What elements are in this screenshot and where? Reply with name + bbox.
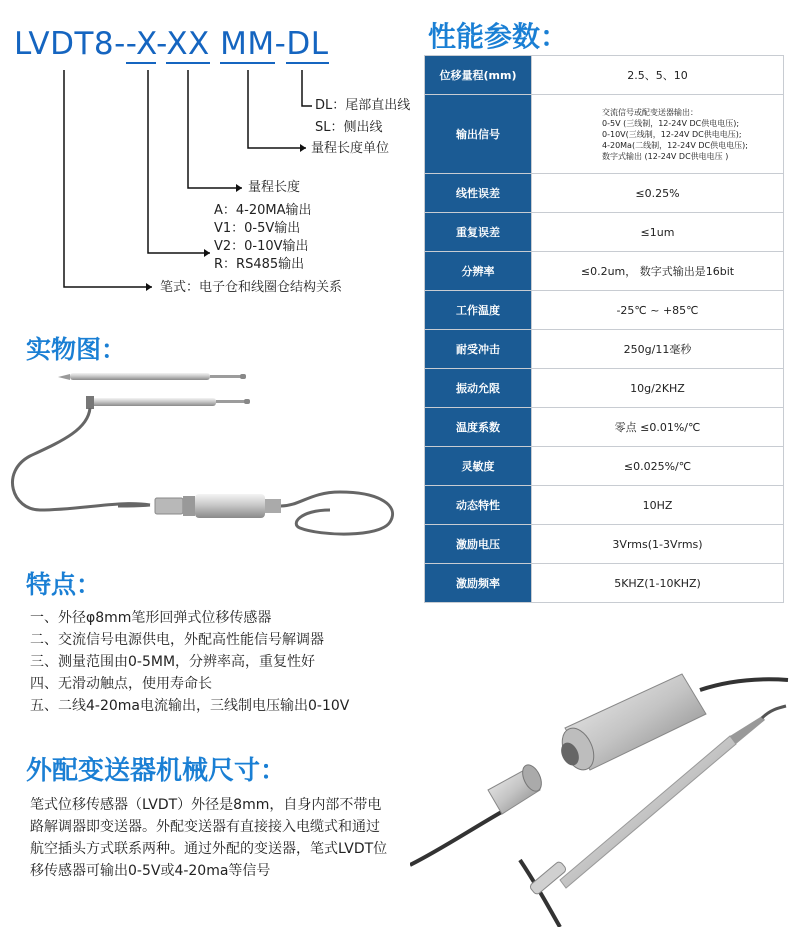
spec-value: 5KHZ(1-10KHZ) — [532, 564, 784, 603]
code-label-v2: V2：0-10V输出 — [214, 239, 309, 254]
code-label-a: A：4-20MA输出 — [214, 203, 312, 218]
spec-line: 交流信号或配变送器输出： — [602, 107, 698, 117]
features-list — [30, 607, 349, 717]
spec-value: 250g/11毫秒 — [532, 330, 784, 369]
spec-line: 4-20Ma(二线制，12-24V DC供电电压); — [602, 140, 748, 150]
table-row — [425, 56, 784, 95]
product-photo-closeup — [410, 650, 790, 927]
spec-value: 10g/2KHZ — [532, 369, 784, 408]
spec-name: 动态特性 — [425, 486, 532, 525]
spec-name: 工作温度 — [425, 291, 532, 330]
transmitter-module-icon — [118, 492, 393, 534]
table-row — [425, 252, 784, 291]
spec-name: 激励电压 — [425, 525, 532, 564]
spec-name: 分辨率 — [425, 252, 532, 291]
model-part-9: DL — [286, 26, 329, 62]
aviation-connector-icon — [488, 762, 545, 814]
code-label-pen: 笔式：电子仓和线圈仓结构关系 — [160, 280, 343, 295]
description-paragraph: 笔式位移传感器（LVDT）外径是8mm，自身内部不带电路解调器即变送器。外配变送器有直接接入电缆式和通过航空插头方式联系两种。通过外配的变送器，笔式LVDT位移传感器可输出0-5V或4-20ma等信号 — [30, 797, 388, 879]
spec-value-output-signal — [532, 95, 784, 174]
list-item: 五、二线4-20ma电流输出，三线制电压输出0-10V — [30, 698, 350, 714]
table-row — [425, 213, 784, 252]
spec-name: 灵敏度 — [425, 447, 532, 486]
code-label-r: R：RS485输出 — [214, 257, 305, 272]
spec-table — [424, 55, 784, 603]
table-row — [425, 486, 784, 525]
spec-name: 振动允限 — [425, 369, 532, 408]
table-row — [425, 95, 784, 174]
table-row — [425, 447, 784, 486]
spec-name: 耐受冲击 — [425, 330, 532, 369]
spec-name: 温度系数 — [425, 408, 532, 447]
spec-value: 10HZ — [532, 486, 784, 525]
table-row — [425, 564, 784, 603]
features-heading: 特点： — [26, 570, 102, 599]
spec-name: 线性误差 — [425, 174, 532, 213]
table-row — [425, 291, 784, 330]
spec-line: 数字式输出 (12-24V DC供电电压 ) — [602, 151, 729, 161]
photo-heading: 实物图： — [26, 335, 127, 364]
product-photo — [0, 360, 420, 550]
table-row — [425, 408, 784, 447]
transmitter-module-icon — [556, 674, 706, 775]
table-row — [425, 525, 784, 564]
params-heading: 性能参数： — [428, 20, 569, 53]
list-item: 三、测量范围由0-5MM，分辨率高，重复性好 — [30, 654, 316, 670]
table-row — [425, 369, 784, 408]
spec-value: 零点 ≤0.01%/℃ — [532, 408, 784, 447]
lvdt-probe-side-cable-icon — [12, 396, 250, 510]
list-item: 四、无滑动触点，使用寿命长 — [30, 676, 212, 692]
spec-name: 重复误差 — [425, 213, 532, 252]
code-label-dl: DL：尾部直出线 — [315, 98, 411, 113]
list-item: 二、交流信号电源供电，外配高性能信号解调器 — [30, 632, 324, 648]
spec-line: 0-10V(三线制，12-24V DC供电电压); — [602, 129, 742, 139]
spec-value: ≤1um — [532, 213, 784, 252]
spec-name: 输出信号 — [425, 95, 532, 174]
spec-value: 3Vrms(1-3Vrms) — [532, 525, 784, 564]
spec-name: 激励频率 — [425, 564, 532, 603]
code-label-v1: V1：0-5V输出 — [214, 221, 301, 236]
spec-line: 0-5V (三线制，12-24V DC供电电压); — [602, 118, 740, 128]
table-row — [425, 174, 784, 213]
model-part-2: - — [125, 26, 136, 62]
lvdt-probe-short-icon — [58, 373, 246, 380]
model-part-5: XX — [166, 26, 210, 62]
model-part-7: MM — [220, 26, 275, 62]
model-part-1: LVDT8- — [14, 26, 126, 62]
code-label-range: 量程长度 — [248, 180, 301, 195]
spec-value: ≤0.2um， 数字式输出是16bit — [532, 252, 784, 291]
spec-value: 2.5、5、10 — [532, 56, 784, 95]
list-item: 一、外径φ8mm笔形回弹式位移传感器 — [30, 610, 272, 626]
spec-value: -25℃ ~ +85℃ — [532, 291, 784, 330]
model-part-4: - — [156, 26, 167, 62]
code-label-sl: SL：侧出线 — [315, 120, 383, 135]
model-part-3: X — [135, 26, 157, 62]
code-label-unit: 量程长度单位 — [311, 141, 390, 156]
spec-value: ≤0.25% — [532, 174, 784, 213]
spec-name: 位移量程(mm) — [425, 56, 532, 95]
table-row — [425, 330, 784, 369]
model-part-8: - — [274, 26, 287, 62]
spec-value: ≤0.025%/℃ — [532, 447, 784, 486]
external-heading: 外配变送器机械尺寸： — [26, 756, 287, 786]
